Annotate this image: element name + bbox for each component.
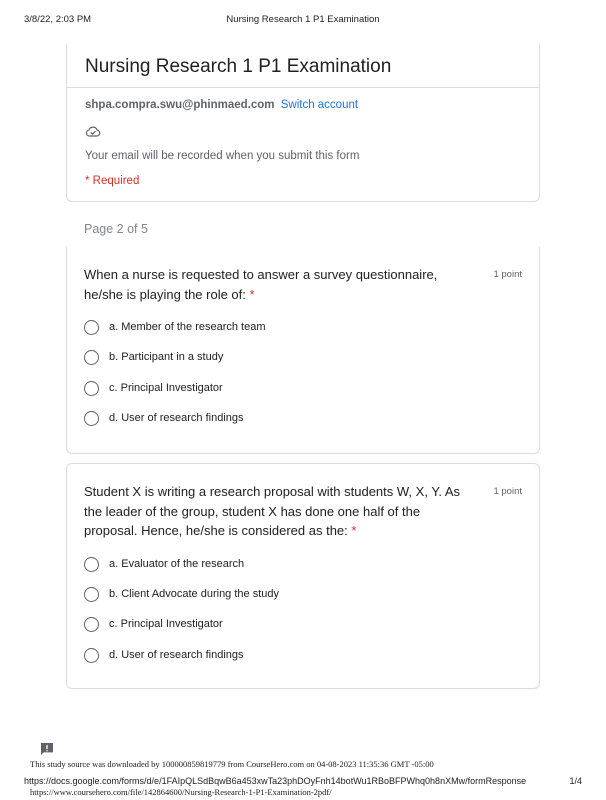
question-points: 1 point — [493, 269, 522, 280]
option-label: d. User of research findings — [109, 412, 244, 424]
radio-button[interactable] — [84, 411, 99, 426]
required-asterisk: * — [249, 286, 255, 302]
switch-account-link[interactable]: Switch account — [280, 99, 359, 111]
account-line — [85, 99, 358, 111]
option-label: b. Client Advocate during the study — [109, 588, 279, 600]
radio-button[interactable] — [84, 320, 99, 335]
option-label: c. Principal Investigator — [109, 618, 223, 630]
print-datetime: 3/8/22, 2:03 PM — [24, 14, 92, 25]
question-prompt: When a nurse is requested to answer a survey questionnaire, he/she is playing the role of: — [84, 267, 438, 302]
form-header-card — [66, 44, 540, 202]
question-points: 1 point — [493, 486, 522, 497]
required-asterisk: * — [351, 523, 357, 538]
option-label: b. Participant in a study — [109, 351, 224, 363]
header-divider — [67, 87, 539, 88]
coursehero-url: https://www.coursehero.com/file/142864600/Nursing-Research-1-P1-Examination-2pdf/ — [30, 787, 332, 797]
account-email: shpa.compra.swu@phinmaed.com — [85, 99, 275, 111]
required-note: * Required — [85, 175, 140, 187]
question-text — [84, 265, 474, 304]
source-line: This study source was downloaded by 100000859819779 from CourseHero.com on 04-08-2023 11:35:36 GMT -05:00 — [30, 759, 434, 769]
radio-button[interactable] — [84, 587, 99, 602]
radio-button[interactable] — [84, 648, 99, 663]
option-label: c. Principal Investigator — [109, 382, 223, 394]
cloud-check-icon — [85, 125, 101, 137]
option-label: d. User of research findings — [109, 649, 244, 661]
feedback-icon[interactable] — [39, 741, 55, 757]
question-prompt: Student X is writing a research proposal with students W, X, Y. As the leader of the group, student X has done one half of the proposal. Hence, he/she is considered as the: — [84, 484, 460, 538]
question-card — [66, 247, 540, 454]
option-label: a. Member of the research team — [109, 321, 266, 333]
radio-button[interactable] — [84, 350, 99, 365]
page-number: 1/4 — [569, 776, 582, 786]
radio-button[interactable] — [84, 557, 99, 572]
form-title: Nursing Research 1 P1 Examination — [85, 56, 392, 77]
email-notice: Your email will be recorded when you submit this form — [85, 150, 360, 162]
option-label: a. Evaluator of the research — [109, 558, 245, 570]
question-text — [84, 482, 474, 541]
print-header — [24, 14, 582, 28]
radio-button[interactable] — [84, 381, 99, 396]
print-title: Nursing Research 1 P1 Examination — [226, 14, 380, 25]
page-indicator: Page 2 of 5 — [84, 222, 148, 236]
form-url: https://docs.google.com/forms/d/e/1FAIpQLSdBqwB6a453xwTa23phDOyFnh14botWu1RBoBFPWhq0h8nXMw/formResponse — [24, 776, 527, 786]
radio-button[interactable] — [84, 617, 99, 632]
question-card — [66, 463, 540, 689]
